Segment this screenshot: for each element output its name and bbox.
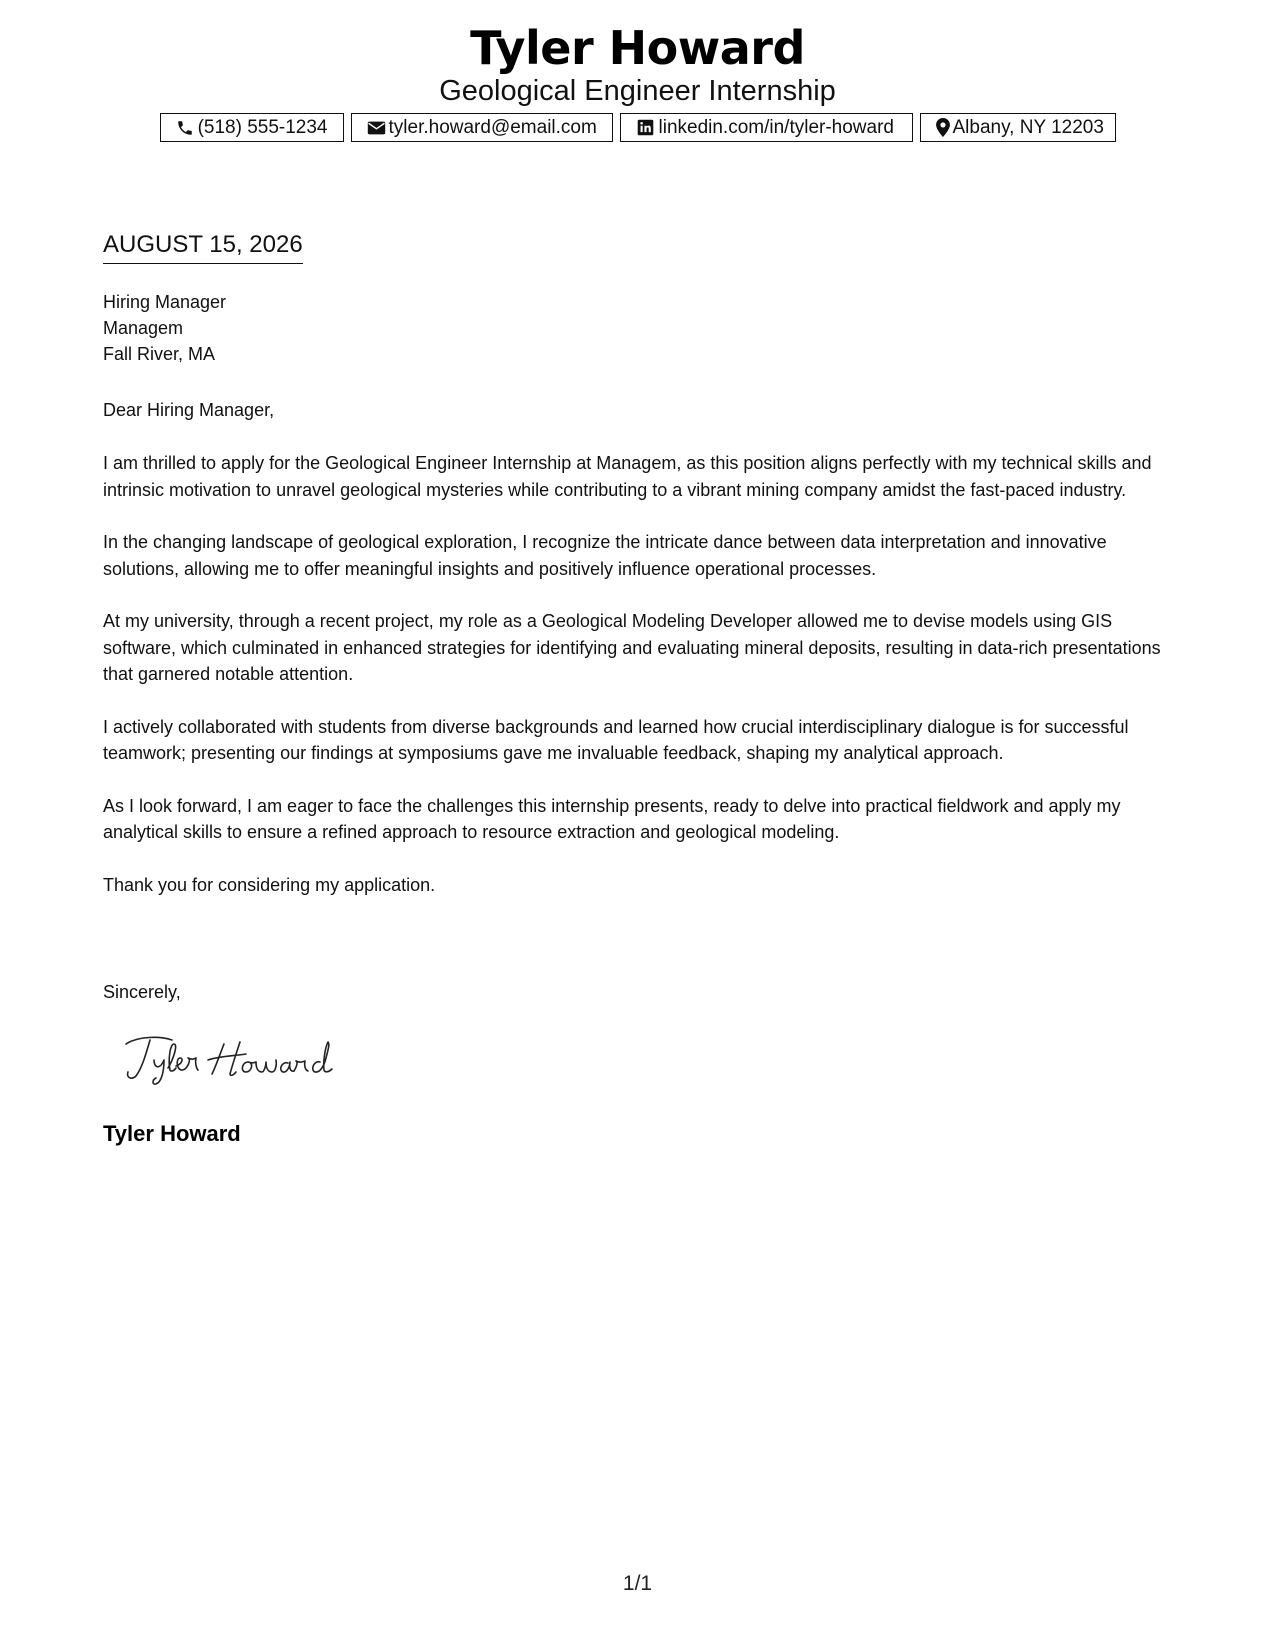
- signer-name: Tyler Howard: [103, 1121, 241, 1146]
- position-title: Geological Engineer Internship: [439, 75, 836, 107]
- body-paragraph: At my university, through a recent project, my role as a Geological Modeling Developer allowed me to devise models using GIS software, which culminated in enhanced strategies for identifying and evaluating mineral deposits, resulting in data-rich presentations that garnered notable attention.: [103, 611, 1161, 684]
- applicant-name: Tyler Howard: [470, 21, 805, 75]
- page-number: 1/1: [622, 1572, 653, 1595]
- linkedin-icon: [636, 118, 656, 138]
- letter-date: AUGUST 15, 2026: [103, 230, 303, 264]
- linkedin-url: linkedin.com/in/tyler-howard: [658, 116, 894, 138]
- letter-header: [0, 20, 1275, 108]
- recipient-block: [103, 289, 226, 367]
- recipient-company: Managem: [103, 318, 184, 338]
- body-paragraph: In the changing landscape of geological exploration, I recognize the intricate dance between data interpretation and innovative solutions, allowing me to offer meaningful insights and positively influence operational processes.: [103, 532, 1107, 579]
- closing: Sincerely,: [103, 982, 181, 1002]
- contact-email[interactable]: [351, 113, 613, 142]
- map-pin-icon: [936, 118, 950, 138]
- contact-bar: [0, 113, 1275, 142]
- body-paragraph: I actively collaborated with students from diverse backgrounds and learned how crucial interdisciplinary dialogue is for successful teamwork; presenting our findings at symposiums gave me invaluable feedback, shaping my analytical approach.: [103, 716, 1129, 763]
- envelope-icon: [367, 118, 386, 138]
- contact-location: [920, 113, 1116, 142]
- phone-icon: [176, 118, 195, 138]
- recipient-location: Fall River, MA: [103, 344, 216, 364]
- phone-number: (518) 555-1234: [197, 116, 328, 138]
- handwritten-signature: [120, 1030, 360, 1090]
- body-paragraph: Thank you for considering my application.: [103, 874, 436, 895]
- recipient-title: Hiring Manager: [103, 292, 227, 312]
- contact-phone[interactable]: [160, 113, 344, 142]
- salutation: Dear Hiring Manager,: [103, 400, 275, 420]
- location-text: Albany, NY 12203: [952, 116, 1104, 138]
- email-address: tyler.howard@email.com: [388, 116, 597, 138]
- body-paragraph: As I look forward, I am eager to face the challenges this internship presents, ready to delve into practical fieldwork and apply my analytical skills to ensure a refined approach to resource extraction and geological modeling.: [103, 795, 1121, 842]
- contact-linkedin[interactable]: [620, 113, 913, 142]
- letter-body: [103, 450, 1183, 924]
- body-paragraph: I am thrilled to apply for the Geological Engineer Internship at Managem, as this position aligns perfectly with my technical skills and intrinsic motivation to unravel geological mysteries while contributing to a vibrant mining company amidst the fast-paced industry.: [103, 453, 1152, 500]
